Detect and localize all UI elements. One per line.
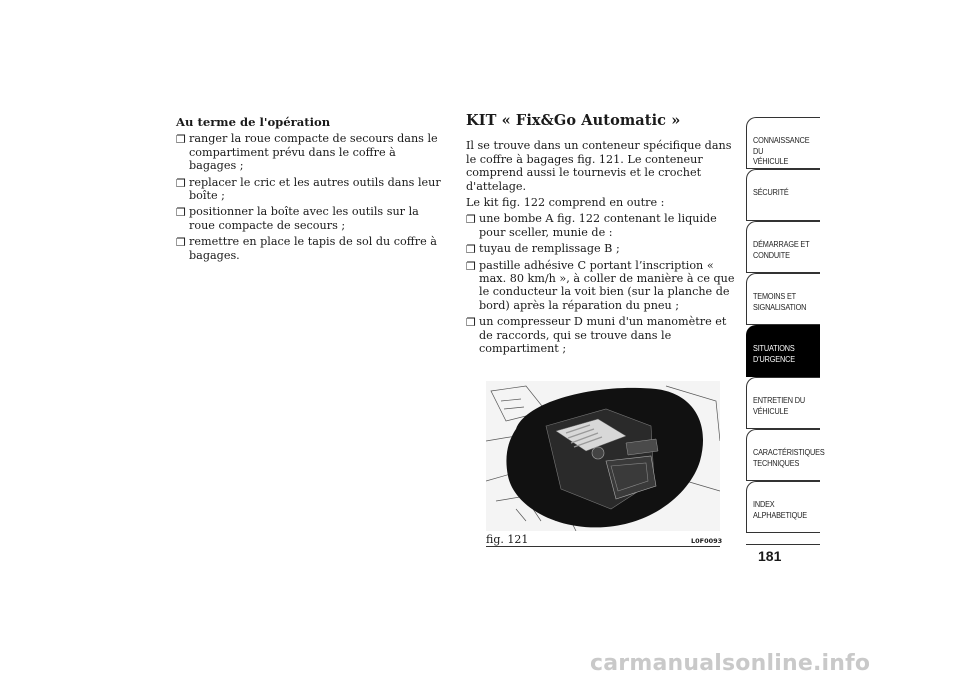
page-number: 181 <box>758 548 782 564</box>
tab-connaissance-du-vehicule[interactable]: CONNAISSANCE DU VÉHICULE <box>746 117 820 169</box>
tab-caracteristiques-techniques[interactable]: CARACTÉRISTIQUES TECHNIQUES <box>746 429 820 481</box>
checkbox-bullet-icon: ❐ <box>466 213 476 227</box>
page-number-divider <box>746 544 820 545</box>
kit-title: KIT « Fix&Go Automatic » <box>466 112 681 129</box>
tab-entretien-du-vehicule[interactable]: ENTRETIEN DU VÉHICULE <box>746 377 820 429</box>
tab-temoins-et-signalisation[interactable]: TEMOINS ET SIGNALISATION <box>746 273 820 325</box>
checkbox-bullet-icon: ❐ <box>466 259 476 273</box>
list-item: ❐ replacer le cric et les autres outils dans leur boîte ; <box>176 175 441 203</box>
list-item: ❐ positionner la boîte avec les outils sur la roue compacte de secours ; <box>176 205 419 232</box>
figure-divider <box>486 546 720 547</box>
trunk-illustration-svg <box>486 381 720 531</box>
list-item: ❐ remettre en place le tapis de sol du coffre à bagages. <box>176 235 437 262</box>
list-item: ❐ pastille adhésive C portant l’inscription « max. 80 km/h », à coller de manière à ce que le conducteur la voit bien (sur la planche de bord) après la réparation du pneu ; <box>466 258 735 312</box>
right-bullet-list <box>466 212 738 355</box>
figure-code: L0F0093 <box>691 537 723 545</box>
checkbox-bullet-icon: ❐ <box>176 236 186 250</box>
kit-contents-paragraph: Le kit fig. 122 comprend en outre : <box>466 196 665 210</box>
tab-situations-durgence[interactable]: SITUATIONS D’URGENCE <box>746 325 820 377</box>
list-item: ❐ ranger la roue compacte de secours dans le compartiment prévu dans le coffre à bagages ; <box>176 132 438 173</box>
intro-paragraph: Il se trouve dans un conteneur spécifique dans le coffre à bagages fig. 121. Le conteneur comprend aussi le tournevis et le crochet d'attelage. <box>466 139 732 193</box>
right-column <box>466 114 738 359</box>
left-column <box>176 116 446 265</box>
figure-caption: fig. 121 <box>486 533 529 546</box>
checkbox-bullet-icon: ❐ <box>176 206 186 220</box>
checkbox-bullet-icon: ❐ <box>176 176 186 190</box>
list-item: ❐ un compresseur D muni d'un manomètre et de raccords, qui se trouve dans le compartiment ; <box>466 315 727 356</box>
list-item: ❐ une bombe A fig. 122 contenant le liquide pour sceller, munie de : <box>466 212 717 239</box>
chapter-tabs <box>746 117 825 533</box>
watermark: carmanualsonline.info <box>590 651 871 676</box>
list-item: ❐ tuyau de remplissage B ; <box>466 242 620 257</box>
section-heading: Au terme de l'opération <box>176 115 331 129</box>
tab-index-alphabetique[interactable]: INDEX ALPHABETIQUE <box>746 481 820 533</box>
checkbox-bullet-icon: ❐ <box>466 316 476 330</box>
left-bullet-list <box>176 132 446 262</box>
tab-demarrage-et-conduite[interactable]: DÉMARRAGE ET CONDUITE <box>746 221 820 273</box>
checkbox-bullet-icon: ❐ <box>176 133 186 147</box>
tab-securite[interactable]: SÉCURITÉ <box>746 169 820 221</box>
checkbox-bullet-icon: ❐ <box>466 243 476 257</box>
trunk-container-illustration <box>486 381 720 531</box>
